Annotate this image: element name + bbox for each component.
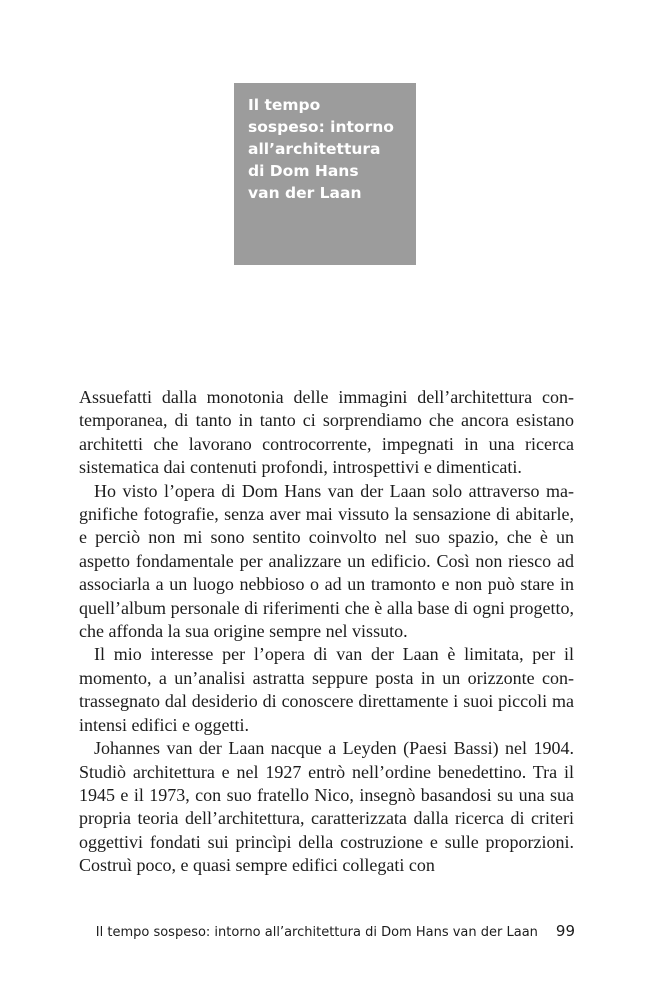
paragraph: Assuefatti dalla monotonia delle immagini dell’architettura contemporanea, di tanto in tanto ci sorprendiamo che ancora esistano architetti che lavorano controcorrente, impegnati in una ricerca sistematica dai contenuti profondi, introspettivi e dimenticati. — [79, 387, 574, 478]
paragraph: Johannes van der Laan nacque a Leyden (Paesi Bassi) nel 1904. Studiò architettura e nel 1927 entrò nell’ordine benedettino. Tra il 1945 e il 1973, con suo fratello Nico, insegnò basandosi su una sua propria teoria dell’architettura, caratterizzata dalla ricerca di criteri oggettivi fondati sui princìpi della costruzione e sulle proporzioni. Costruì poco, e quasi sempre edifici collegati con — [79, 738, 574, 876]
chapter-title-block — [234, 83, 416, 265]
paragraph: Ho visto l’opera di Dom Hans van der Laan solo attraverso magnifiche fotografie, senza aver mai vissuto la sensazione di abitarle, e perciò non mi sono sentito coinvolto nel suo spazio, che è un aspetto fondamentale per analizzare un edificio. Così non riesco ad associarla a un luogo nebbioso o ad un tramonto e non può stare in quell’album personale di riferimenti che è alla base di ogni progetto, che affonda la sua origine sempre nel vissuto. — [79, 480, 574, 642]
paragraph: Il mio interesse per l’opera di van der Laan è limitata, per il momento, a un’analisi astratta seppure posta in un orizzonte contrassegnato dal desiderio di conoscere direttamente i suoi piccoli ma intensi edifici e oggetti. — [79, 644, 574, 735]
chapter-title: Il tempo sospeso: intorno all’architettura di Dom Hans van der Laan — [248, 96, 394, 202]
running-title: Il tempo sospeso: intorno all’architettura di Dom Hans van der Laan — [95, 925, 538, 940]
page-number: 99 — [555, 922, 575, 940]
running-footer — [0, 922, 575, 942]
body-text — [79, 386, 574, 878]
